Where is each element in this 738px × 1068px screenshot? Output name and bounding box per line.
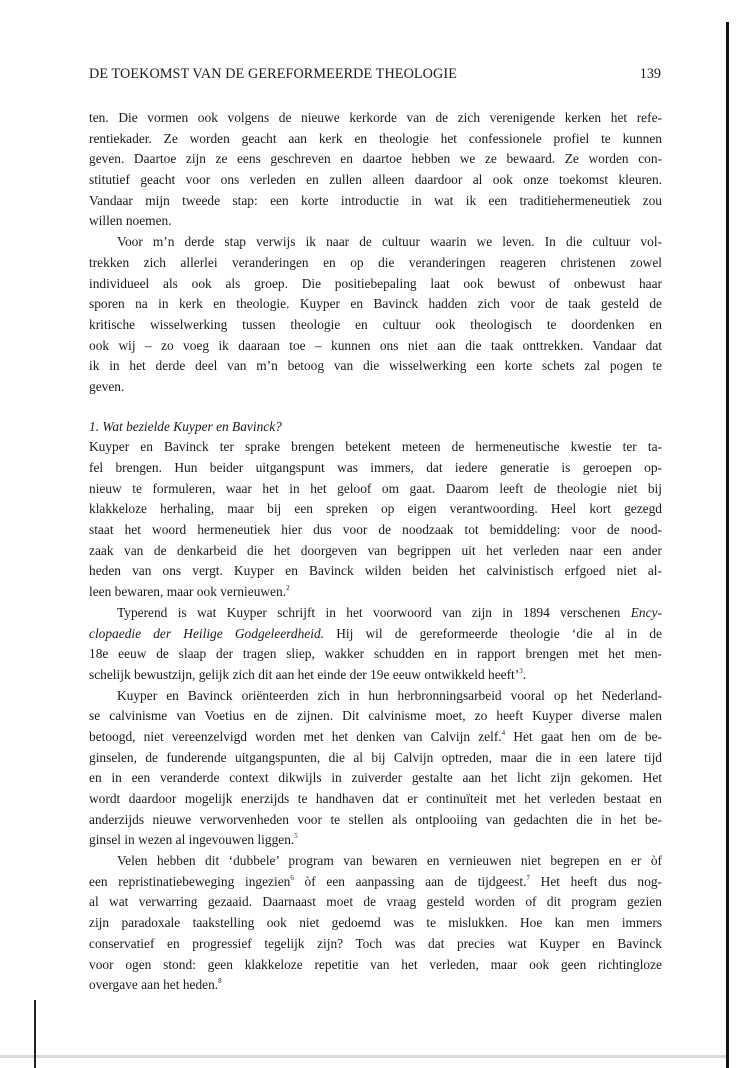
page-edge-right	[726, 22, 729, 1068]
text-line: heden van ons vergt. Kuyper en Bavinck wilden beiden het calvinistisch erfgoed niet al-	[89, 563, 662, 579]
text-line: ook wij – zo voeg ik daaraan toe – kunnen ons niet aan die taak onttrekken. Vandaar dat	[89, 337, 662, 353]
book-title-fragment: clopaedie der Heilige Godgeleerdheid.	[89, 625, 324, 641]
text-line	[89, 665, 662, 686]
text-line: geven. Daartoe zijn ze eens geschreven en daartoe hebben we ze bewaard. Ze worden con-	[89, 151, 662, 167]
text-line: se calvinisme van Voetius en de zijnen. Dit calvinisme moet, zo heeft Kuyper diverse malen	[89, 708, 662, 724]
footnote-ref: 4	[501, 728, 506, 737]
footnote-ref: 3	[519, 666, 523, 675]
text-line: Kuyper en Bavinck oriënteerden zich in hun herbronningsarbeid vooral op het Nederland-	[117, 687, 662, 703]
text-line: anderzijds nieuwe verworvenheden voor te stellen als ontplooiing van gedachten die in het be-	[89, 811, 662, 827]
text-line: ten. Die vormen ook volgens de nieuwe kerkorde van de zich verenigende kerken het refe-	[89, 110, 662, 125]
page-edge-left	[34, 1000, 36, 1068]
text-line: fel brengen. Hun beider uitgangspunt was immers, dat iedere generatie is geroepen op-	[89, 460, 662, 475]
text-line	[89, 727, 662, 748]
footnote-ref: 5	[294, 832, 298, 841]
text-line: Velen hebben dit ‘dubbele’ program van bewaren en vernieuwen niet begrepen en er òf	[117, 853, 662, 869]
text-line: ik in het derde deel van m’n betoog van die wisselwerking een korte schets zal pogen te	[89, 358, 662, 374]
section-gap	[89, 398, 662, 417]
text-line: zaak van de denkarbeid die het doorgeven van begrippen uit het verleden naar een ander	[89, 542, 662, 558]
text-fragment: overgave aan het heden.	[89, 977, 219, 993]
footnote-ref: 7	[526, 873, 530, 882]
text-line	[89, 603, 662, 624]
text-line: trekken zich allerlei veranderingen en op die veranderingen reageren christenen zowel	[89, 254, 662, 270]
text-line: conservatief en progressief tegelijk zijn? Toch was dat precies wat Kuyper en Bavinck	[89, 935, 662, 951]
text-line: voor ogen stond: geen klakkeloze repetitie van het verleden, maar ook geen richtingloze	[89, 956, 662, 972]
text-line	[89, 830, 662, 851]
text-line: 18e eeuw de slaap der tragen sliep, wakker schudden en in rapport brengen met het men-	[89, 646, 662, 662]
text-fragment: Het heeft dus nog-	[529, 873, 662, 889]
footnote-ref: 6	[290, 873, 294, 882]
text-line: ginselen, de funderende uitgangspunten, die al bij Calvijn optreden, maar die in een latere tijd	[89, 749, 662, 765]
text-line: nieuw te formuleren, waar het in het geloof om gaat. Daarom leeft de theologie niet bij	[89, 480, 662, 496]
page-number: 139	[639, 66, 661, 82]
text-line	[89, 624, 662, 645]
text-fragment: schelijk bewustzijn, gelijk zich dit aan het einde der 19e eeuw ontwikkeld heeft’	[89, 666, 520, 682]
text-line: willen noemen.	[89, 213, 172, 229]
text-line: individueel als ook als groep. Die positiebepaling laat ook bewust of onbewust haar	[89, 275, 662, 291]
text-line: sporen na in kerk en theologie. Kuyper en Bavinck hadden zich voor de taak gesteld de	[89, 296, 662, 312]
section-heading: 1. Wat bezielde Kuyper en Bavinck?	[89, 418, 282, 434]
text-line: wordt daardoor mogelijk enerzijds te handhaven dat er continuïteit met het verleden bestaat en	[89, 791, 662, 806]
footnote-ref: 2	[286, 584, 290, 593]
running-header	[89, 66, 661, 86]
text-line: rentiekader. Ze worden geacht aan kerk en theologie het confessionele profiel te kunnen	[89, 130, 662, 146]
body-text	[89, 108, 662, 996]
text-fragment: Typerend is wat Kuyper schrijft in het voorwoord van zijn in 1894 verschenen	[117, 604, 621, 620]
text-line	[89, 872, 662, 893]
text-line: en in een veranderde context dikwijls in zuiverder gestalte aan het licht zijn gekomen. Het	[89, 770, 662, 786]
running-title: DE TOEKOMST VAN DE GEREFORMEERDE THEOLOGIE	[89, 66, 457, 82]
text-fragment: een repristinatiebeweging ingezien	[89, 873, 291, 889]
text-fragment: ginsel in wezen al ingevouwen liggen.	[89, 832, 295, 848]
text-fragment: Het gaat hen om de be-	[513, 728, 662, 744]
book-title-fragment: Ency-	[630, 604, 662, 620]
text-fragment: òf een aanpassing aan de tijdgeest.	[293, 873, 527, 889]
text-line: geven.	[89, 378, 125, 394]
text-fragment: betoogd, niet vereenzelvigd worden met het denken van Calvijn zelf.	[89, 728, 502, 744]
text-fragment: leen bewaren, maar ook vernieuwen.	[89, 584, 287, 600]
text-line: zijn paradoxale taakstelling ook niet gedoemd was te mislukken. Hoe kan men immers	[89, 915, 662, 931]
text-line: staat het woord hermeneutiek hier dus voor de noodzaak tot bemiddeling: voor de nood-	[89, 522, 662, 538]
text-line: Kuyper en Bavinck ter sprake brengen betekent meteen de hermeneutische kwestie ter ta-	[89, 439, 662, 455]
page-edge-bottom	[0, 1055, 726, 1058]
text-fragment: Hij wil de gereformeerde theologie ‘die al in de	[336, 625, 662, 641]
text-line: kritische wisselwerking tussen theologie en cultuur ook theologisch te doordenken en	[89, 316, 662, 332]
text-line	[89, 975, 662, 996]
text-line: Vandaar mijn tweede stap: een korte introductie in wat ik een traditiehermeneutiek zou	[89, 192, 662, 208]
text-line: Voor m’n derde stap verwijs ik naar de cultuur waarin we leven. In die cultuur vol-	[117, 234, 662, 250]
text-line	[89, 582, 662, 603]
text-line: al wat verwarring gezaaid. Daarnaast moet de vraag gesteld worden of dit program gezien	[89, 894, 662, 910]
text-line: stitutief geacht voor ons verleden en zullen alleen daardoor al ook onze toekomst kleuren.	[89, 172, 662, 188]
text-line: klakkeloze herhaling, maar bij een spreken op eigen verantwoording. Heel kort gezegd	[89, 501, 662, 517]
footnote-ref: 8	[218, 977, 222, 986]
text-fragment: .	[522, 666, 527, 682]
